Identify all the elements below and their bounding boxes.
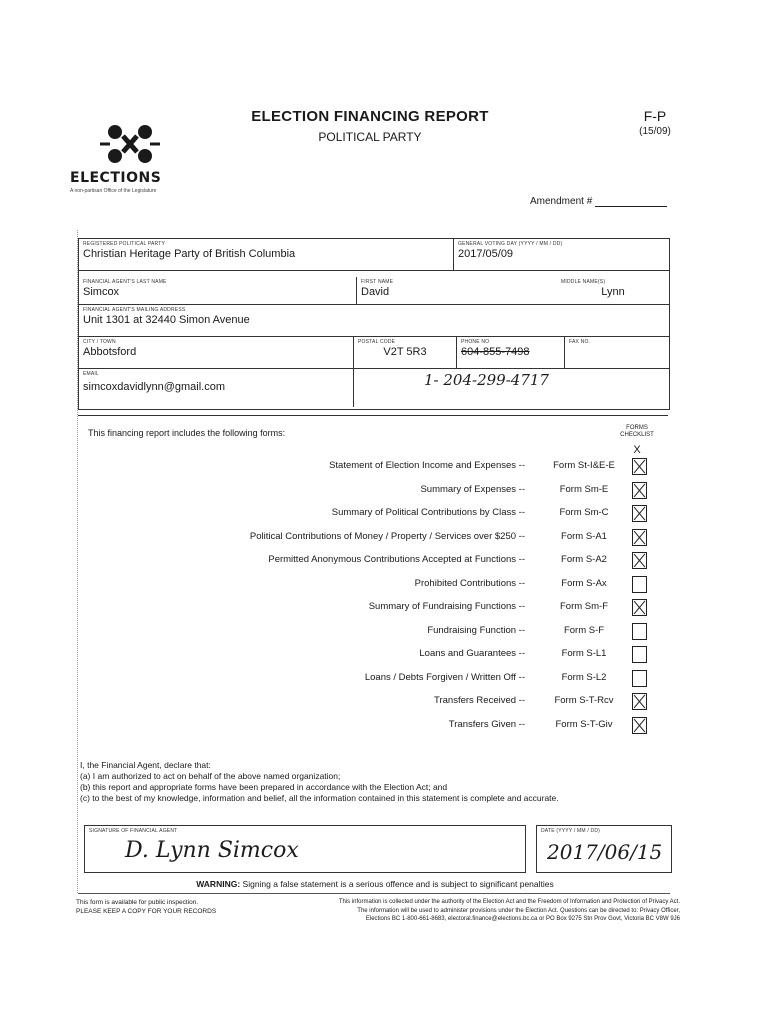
date-value: 2017/06/15 [547, 840, 663, 864]
form-description: Prohibited Contributions -- [414, 577, 525, 589]
form-description: Loans / Debts Forgiven / Written Off -- [364, 671, 525, 683]
form-code-label: Form Sm-F [559, 601, 609, 612]
first-name-value: David [361, 286, 390, 298]
phone-field[interactable] [457, 337, 565, 369]
form-checklist-row [88, 552, 663, 570]
form-code-label: Form S-L2 [561, 671, 607, 683]
voting-day-value: 2017/05/09 [458, 248, 514, 260]
form-checkbox-checked[interactable] [632, 529, 647, 546]
amendment-field[interactable] [530, 196, 667, 207]
agent-first-name-field[interactable] [357, 277, 557, 305]
checklist-column-mark: X [633, 444, 641, 456]
footer-privacy-3: Elections BC 1-800-661-8683, electoral.finance@elections.bc.ca or PO Box 9275 Stn Prov Govt, Victoria BC V8W 9J6 [365, 916, 680, 922]
form-code-label: Form S-A2 [561, 554, 607, 565]
form-checkbox-checked[interactable] [632, 693, 647, 710]
footer-keep-copy: PLEASE KEEP A COPY FOR YOUR RECORDS [76, 908, 217, 915]
phone-struck-value: 604-855-7498 [461, 346, 530, 358]
form-checkbox-checked[interactable] [632, 482, 647, 499]
form-checklist-row [88, 623, 663, 641]
form-description: Political Contributions of Money / Property / Services over $250 -- [249, 530, 525, 542]
postal-value: V2T 5R3 [383, 346, 427, 358]
logo-wordmark: ELECTIONS [70, 170, 162, 186]
city-label: CITY / TOWN [83, 339, 116, 345]
form-checklist-row [88, 670, 663, 688]
first-name-label: FIRST NAME [361, 279, 394, 285]
declaration [80, 760, 670, 804]
phone-label: PHONE NO [461, 339, 490, 345]
report-subtitle: POLITICAL PARTY [318, 130, 422, 144]
signature-value: D. Lynn Simcox [125, 838, 299, 863]
city-field[interactable] [79, 337, 354, 369]
warning-notice [80, 879, 670, 889]
form-code-label: Form S-T-Rcv [554, 695, 614, 706]
amendment-label: Amendment # [530, 196, 593, 207]
form-checkbox-checked[interactable] [632, 599, 647, 616]
footer-privacy-1: This information is collected under the authority of the Election Act and the Freedom of Information and Protection of Privacy Act. [338, 899, 680, 905]
forms-checklist-header: FORMS CHECKLIST [620, 425, 654, 438]
registered-party-field[interactable] [79, 239, 454, 271]
postal-code-field[interactable] [354, 337, 457, 369]
middle-name-value: Lynn [601, 286, 625, 298]
postal-label: POSTAL CODE [358, 339, 396, 345]
bottom-divider [78, 893, 670, 894]
declaration-line: (b) this report and appropriate forms have been prepared in accordance with the Election Act; and [80, 782, 448, 792]
form-checklist-row [88, 576, 663, 594]
form-code-label: Form S-L1 [561, 648, 607, 659]
elections-logo-icon [85, 120, 175, 168]
form-description: Statement of Election Income and Expenses -- [329, 460, 525, 471]
form-code-label: Form Sm-C [559, 507, 609, 518]
declaration-line: (a) I am authorized to act on behalf of the above named organization; [80, 771, 341, 781]
footer-left [76, 898, 241, 916]
form-checklist-row [88, 529, 663, 547]
form-checkbox-checked[interactable] [632, 505, 647, 522]
agent-middle-name-field[interactable] [557, 277, 669, 305]
signature-field[interactable] [84, 825, 526, 873]
party-info-box [78, 238, 670, 410]
form-checkbox-empty[interactable] [632, 670, 647, 687]
warning-text: Signing a false statement is a serious offence and is subject to significant penalties [242, 879, 554, 889]
date-label: DATE (YYYY / MM / DD) [541, 828, 601, 834]
form-code-label: Form S-Ax [561, 577, 607, 589]
footer-privacy-2: The information will be used to administer provisions under the Election Act. Questions can be directed to: Privacy Officer, [357, 907, 680, 914]
registered-party-value: Christian Heritage Party of British Columbia [83, 248, 296, 260]
warning-label: WARNING: [196, 879, 241, 889]
form-version-date: (15/09) [639, 126, 671, 137]
declaration-line: I, the Financial Agent, declare that: [80, 760, 211, 770]
last-name-value: Simcox [83, 286, 120, 298]
signature-date-field[interactable] [536, 825, 672, 873]
form-description: Fundraising Function -- [427, 624, 525, 636]
forms-intro: This financing report includes the following forms: [88, 428, 286, 438]
form-checkbox-empty[interactable] [632, 646, 647, 663]
signature-label: SIGNATURE OF FINANCIAL AGENT [89, 828, 178, 834]
form-checkbox-empty[interactable] [632, 576, 647, 593]
email-label: EMAIL [83, 371, 100, 377]
form-code-label: Form St-I&E-E [553, 460, 615, 471]
form-description: Transfers Received -- [434, 695, 525, 706]
form-code-label: Form S-A1 [561, 530, 607, 542]
form-checklist-row [88, 717, 663, 735]
declaration-line: (c) to the best of my knowledge, information and belief, all the information contained in this statement is complete and accurate. [80, 793, 559, 803]
form-code-label: Form S-F [563, 624, 605, 636]
fax-label: FAX NO. [569, 339, 591, 345]
last-name-label: FINANCIAL AGENT'S LAST NAME [83, 279, 167, 285]
form-checklist-row [88, 693, 663, 711]
address-label: FINANCIAL AGENT'S MAILING ADDRESS [83, 307, 186, 313]
city-value: Abbotsford [83, 346, 137, 358]
form-description: Permitted Anonymous Contributions Accepted at Functions -- [268, 554, 525, 565]
logo-subtitle: A non-partisan Office of the Legislature [70, 188, 157, 194]
form-description: Summary of Expenses -- [420, 483, 525, 495]
email-value: simcoxdavidlynn@gmail.com [83, 381, 225, 393]
form-code-label: Form S-T-Giv [555, 718, 613, 730]
form-code-label: Form Sm-E [559, 483, 609, 495]
voting-day-field[interactable] [454, 239, 669, 271]
form-checkbox-checked[interactable] [632, 552, 647, 569]
form-checklist-row [88, 505, 663, 523]
form-description: Summary of Political Contributions by Class -- [331, 507, 525, 518]
form-checklist-row [88, 458, 663, 476]
form-checkbox-empty[interactable] [632, 623, 647, 640]
form-checklist-row [88, 646, 663, 664]
form-checkbox-checked[interactable] [632, 458, 647, 475]
middle-name-label: MIDDLE NAME(S) [561, 279, 606, 285]
email-field[interactable] [79, 369, 354, 407]
voting-day-label: GENERAL VOTING DAY (YYYY / MM / DD) [458, 241, 563, 247]
address-value: Unit 1301 at 32440 Simon Avenue [83, 314, 250, 326]
footer-right [250, 898, 680, 924]
form-description: Loans and Guarantees -- [419, 648, 525, 659]
footer-public-notice: This form is available for public inspection. [76, 899, 199, 906]
agent-last-name-field[interactable] [79, 277, 357, 305]
fax-field[interactable] [565, 337, 669, 369]
form-code: F-P [643, 108, 667, 124]
amendment-input-line[interactable] [595, 196, 667, 207]
phone-handwritten: 1- 204-299-4717 [424, 371, 549, 389]
report-title: ELECTION FINANCING REPORT [251, 108, 489, 125]
form-description: Summary of Fundraising Functions -- [368, 601, 525, 612]
form-checkbox-checked[interactable] [632, 717, 647, 734]
form-checklist-row [88, 599, 663, 617]
mailing-address-field[interactable] [79, 305, 669, 337]
form-description: Transfers Given -- [448, 718, 525, 730]
form-checklist-row [88, 482, 663, 500]
registered-party-label: REGISTERED POLITICAL PARTY [83, 241, 166, 247]
